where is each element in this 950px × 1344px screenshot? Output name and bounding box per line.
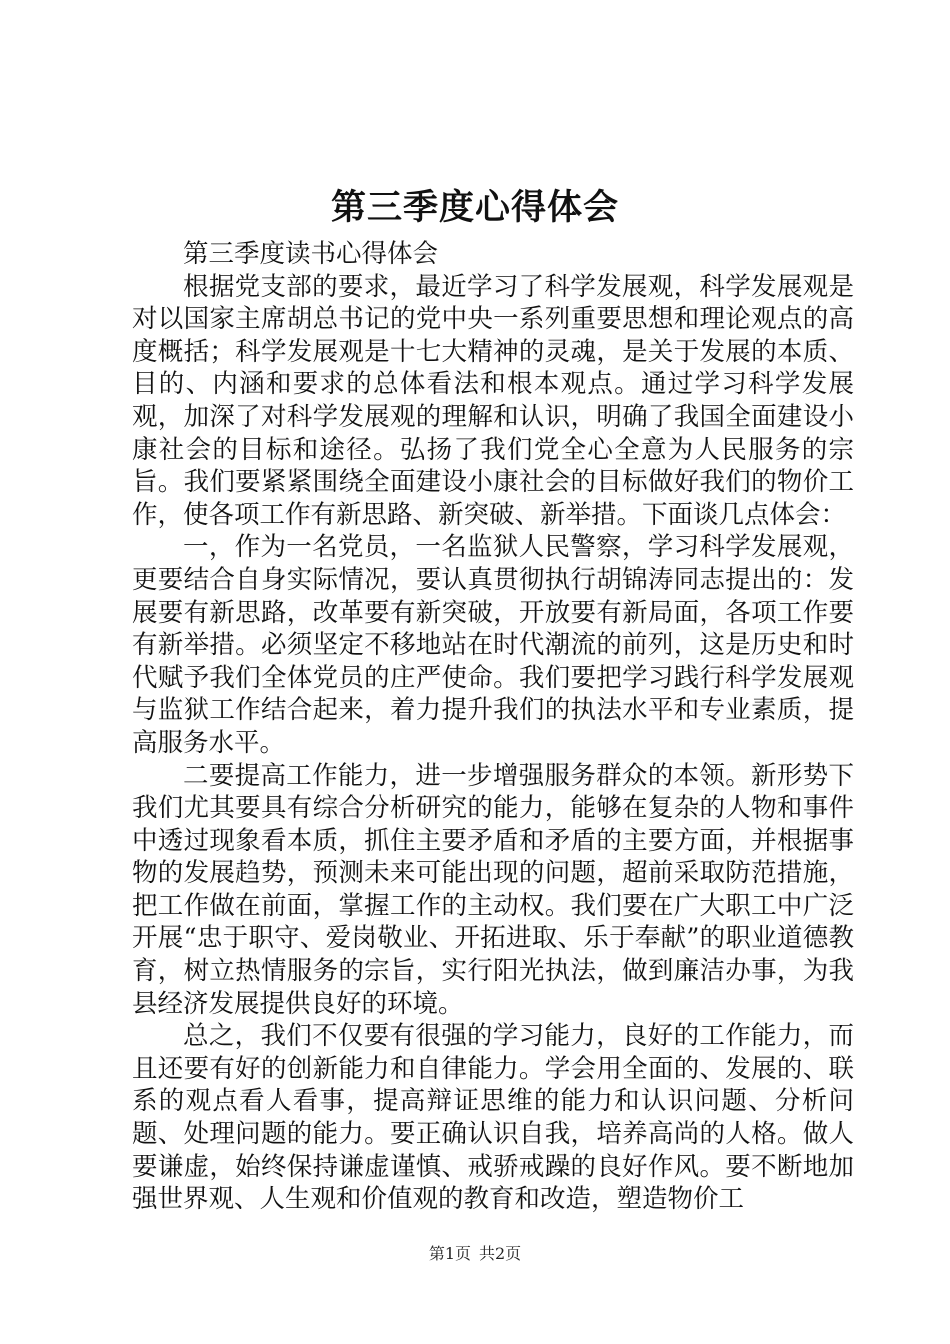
document-title: 第三季度心得体会: [330, 187, 619, 228]
paragraph-subtitle: 第三季度读书心得体会: [183, 239, 439, 269]
paragraph-summary: 总之，我们不仅要有很强的学习能力，良好的工作能力，而且还要有好的创新能力和自律能力。学会用全面的、发展的、联系的观点看人看事，提高辩证思维的能力和认识问题、分析问题、处理问题的能力。要正确认识自我，培养高尚的人格。做人要谦虚，始终保持谦虚谨慎、戒骄戒躁的良好作风。要不断地加强世界观、人生观和价值观的教育和改造，塑造物价工: [132, 1021, 854, 1215]
page-number: 第1页: [428, 1244, 471, 1263]
paragraph-intro: 根据党支部的要求，最近学习了科学发展观，科学发展观是对以国家主席胡总书记的党中央一系列重要思想和理论观点的高度概括；科学发展观是十七大精神的灵魂，是关于发展的本质、目的、内涵和要求的总体看法和根本观点。通过学习科学发展观，加深了对科学发展观的理解和认识，明确了我国全面建设小康社会的目标和途径。弘扬了我们党全心全意为人民服务的宗旨。我们要紧紧围绕全面建设小康社会的目标做好我们的物价工作，使各项工作有新思路、新突破、新举措。下面谈几点体会：: [132, 271, 854, 530]
paragraph-point-one: 一，作为一名党员，一名监狱人民警察，学习科学发展观，更要结合自身实际情况，要认真贯彻执行胡锦涛同志提出的：发展要有新思路，改革要有新突破，开放要有新局面，各项工作要有新举措。必须坚定不移地站在时代潮流的前列，这是历史和时代赋予我们全体党员的庄严使命。我们要把学习践行科学发展观与监狱工作结合起来，着力提升我们的执法水平和专业素质，提高服务水平。: [132, 532, 854, 758]
page-total: 共2页: [479, 1244, 522, 1263]
page-footer: [0, 1242, 950, 1266]
document-body: [132, 238, 854, 1216]
paragraph-point-two: 二要提高工作能力，进一步增强服务群众的本领。新形势下我们尤其要具有综合分析研究的能力，能够在复杂的人物和事件中透过现象看本质，抓住主要矛盾和矛盾的主要方面，并根据事物的发展趋势，预测未来可能出现的问题，超前采取防范措施，把工作做在前面，掌握工作的主动权。我们要在广大职工中广泛开展“忠于职守、爱岗敬业、开拓进取、乐于奉献”的职业道德教育，树立热情服务的宗旨，实行阳光执法，做到廉洁办事，为我县经济发展提供良好的环境。: [132, 760, 854, 1019]
